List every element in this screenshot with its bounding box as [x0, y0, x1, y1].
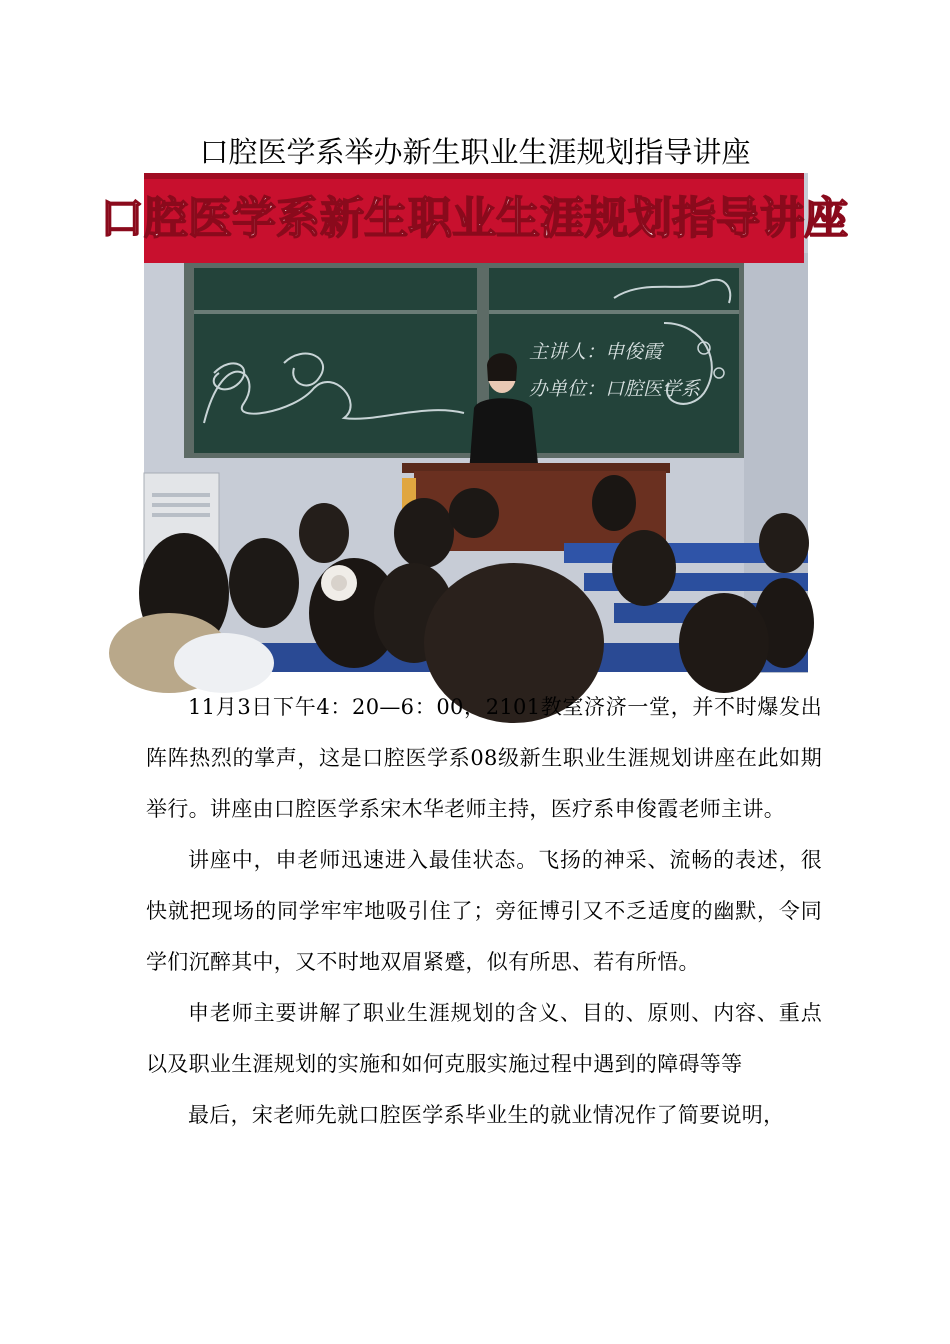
- paragraph-2: 讲座中，申老师迅速进入最佳状态。飞扬的神采、流畅的表述，很快就把现场的同学牢牢地吸引住了；旁征博引又不乏适度的幽默，令同学们沉醉其中，又不时地双眉紧蹙，似有所思、若有所悟。: [146, 848, 822, 974]
- blackboard: [184, 263, 744, 458]
- document-title: 口腔医学系举办新生职业生涯规划指导讲座: [199, 135, 751, 169]
- board-organizer-text: 办单位：口腔医学系: [529, 378, 701, 400]
- paragraph-1: 11月3日下午4：20—6：00，2101教室济济一堂，并不时爆发出阵阵热烈的掌声，这是口腔医学系08级新生职业生涯规划讲座在此如期举行。讲座由口腔医学系宋木华老师主持，医疗系申俊霞老师主讲。: [146, 695, 822, 821]
- red-banner: [100, 173, 848, 263]
- paragraph-4: 最后，宋老师先就口腔医学系毕业生的就业情况作了简要说明，: [188, 1103, 785, 1127]
- article-body: [146, 682, 822, 1141]
- lecture-photo: [100, 173, 848, 672]
- paragraph-3: 申老师主要讲解了职业生涯规划的含义、目的、原则、内容、重点以及职业生涯规划的实施和如何克服实施过程中遇到的障碍等等: [146, 1001, 822, 1076]
- banner-text: 口腔医学系新生职业生涯规划指导讲座: [100, 193, 848, 244]
- board-speaker-text: 主讲人：申俊霞: [529, 341, 663, 363]
